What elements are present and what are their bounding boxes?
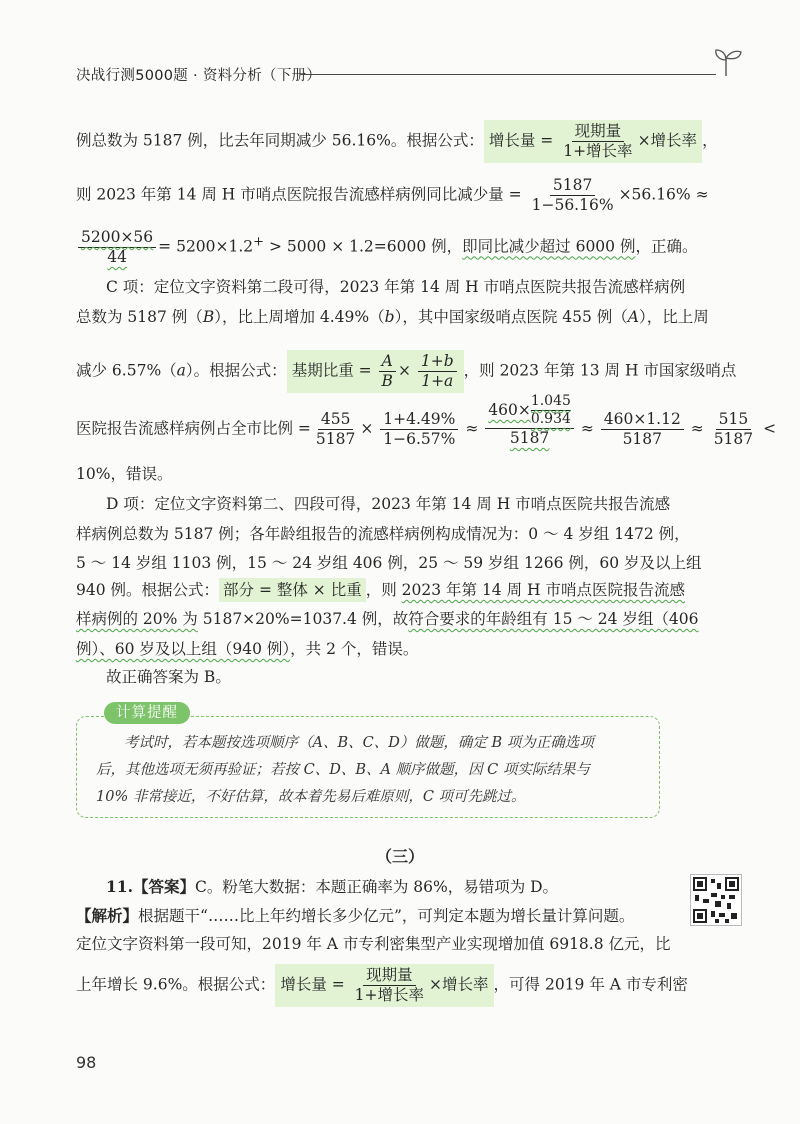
- para-line: 例总数为 5187 例，比去年同期减少 56.16%。根据公式： 增长量 = $\frac{\text{现期量}}{\text{1+增长率}}$ ×增长率 ，: [76, 120, 726, 163]
- option-d-line: 940 例。根据公式： 部分 = 整体 × 比重 ，则 2023 年第 14 周 H 市哨点医院报告流感: [76, 579, 726, 601]
- fraction: $\frac{5187}{1-56.16\%}$: [531, 176, 614, 214]
- qr-code-icon[interactable]: [690, 874, 742, 926]
- tips-line: 考试时，若本题按选项顺序（A、B、C、D）做题，确定 B 项为正确选项: [124, 735, 594, 751]
- analysis-line: 上年增长 9.6%。根据公式： 增长量 = $\frac{\text{现期量}}{\text{1+增长率}}$ ×增长率 ，可得 2019 年 A 市专利密: [76, 964, 726, 1007]
- fraction: $\frac{\text{现期量}}{\text{1+增长率}}$: [563, 122, 633, 160]
- running-header-title: 决战行测5000题 · 资料分析（下册）: [76, 68, 322, 84]
- option-d-line: 样病例总数为 5187 例；各年龄组报告的流感样病例构成情况为：0 ～ 4 岁组 1472 例，: [76, 525, 690, 543]
- answer-line: 故正确答案为 B。: [106, 668, 231, 686]
- growth-formula-highlight: 增长量 = $\frac{\text{现期量}}{\text{1+增长率}}$ ×增长率: [484, 120, 702, 163]
- option-c-line: 医院报告流感样病例占全市比例 = $\frac{455}{5187}$ × $\frac{1+4.49\%}{1-6.57\%}$ ≈ 460× $\frac{1.045}{0.934}$ 5187 ≈ $\frac{460\times 1.12}{5187}$ ≈ $\frac{515}{5187}$ <: [76, 393, 777, 448]
- para-line: 则 2023 年第 14 周 H 市哨点医院报告流感样病例同比减少量 = $\frac{5187}{1-56.16\%}$ ×56.16% ≈: [76, 176, 709, 214]
- fraction: $\frac{515}{5187}$: [713, 410, 754, 448]
- tips-line: 10% 非常接近，不好估算，故本着先易后难原则，C 项可先跳过。: [96, 789, 526, 805]
- para-line: $\frac{5200\times 56}{44}$ = 5200×1.2+ > 5000 × 1.2=6000 例，即同比减少超过 6000 例，正确。: [76, 228, 726, 267]
- option-c-line: 总数为 5187 例（B），比上周增加 4.49%（b），其中国家级哨点医院 455 例（A），比上周: [76, 308, 709, 326]
- section-title: （三）: [375, 847, 424, 866]
- tips-line: 后，其他选项无须再验证；若按 C、D、B、A 顺序做题，因 C 项实际结果与: [96, 762, 590, 778]
- fraction: $\frac{455}{5187}$: [315, 410, 356, 448]
- fraction: 460× $\frac{1.045}{0.934}$ 5187: [485, 393, 574, 448]
- analysis-line: 【解析】根据题干“……比上年约增长多少亿元”，可判定本题为增长量计算问题。: [76, 906, 635, 925]
- option-d-line: 5 ～ 14 岁组 1103 例，15 ～ 24 岁组 406 例，25 ～ 59 岁组 1266 例，60 岁及以上组: [76, 554, 702, 572]
- fraction: $\frac{A}{B}$: [379, 352, 396, 391]
- option-d-line: 例）、60 岁及以上组（940 例），共 2 个，错误。: [76, 640, 419, 658]
- fraction: $\frac{1+b}{1+a}$: [418, 352, 457, 391]
- header-rule: [300, 74, 716, 75]
- option-d-line: D 项：定位文字资料第二、四段可得，2023 年第 14 周 H 市哨点医院共报告流感: [106, 495, 671, 513]
- growth-formula-highlight: 增长量 = $\frac{\text{现期量}}{\text{1+增长率}}$ ×增长率: [275, 964, 493, 1007]
- option-c-line: 10%，错误。: [76, 465, 173, 483]
- tips-badge: 计算提醒: [104, 702, 190, 724]
- fraction: $\frac{460\times 1.12}{5187}$: [601, 410, 684, 449]
- option-c-line: 减少 6.57%（a）。根据公式： 基期比重 = $\frac{A}{B}$ × $\frac{1+b}{1+a}$ ，则 2023 年第 13 周 H 市国家级哨点: [76, 350, 726, 393]
- option-c-line: C 项：定位文字资料第二段可得，2023 年第 14 周 H 市哨点医院共报告流感样病例: [106, 278, 686, 296]
- base-share-formula-highlight: 基期比重 = $\frac{A}{B}$ × $\frac{1+b}{1+a}$: [287, 350, 464, 393]
- answer-line: 11.【答案】C。粉笔大数据：本题正确率为 86%，易错项为 D。: [106, 877, 559, 896]
- fraction: $\frac{\text{现期量}}{\text{1+增长率}}$: [354, 966, 425, 1004]
- analysis-line: 定位文字资料第一段可知，2019 年 A 市专利密集型产业实现增加值 6918.8 亿元，比: [76, 935, 671, 953]
- option-d-line: 样病例的 20% 为 5187×20%=1037.4 例，故符合要求的年龄组有 15 ～ 24 岁组（406: [76, 610, 699, 628]
- part-formula-highlight: 部分 = 整体 × 比重: [219, 578, 366, 602]
- sprout-icon: [712, 44, 744, 82]
- fraction: $\frac{5200\times 56}{44}$: [78, 228, 156, 267]
- page-number: 98: [76, 1053, 97, 1072]
- fraction: $\frac{1+4.49\%}{1-6.57\%}$: [380, 410, 458, 449]
